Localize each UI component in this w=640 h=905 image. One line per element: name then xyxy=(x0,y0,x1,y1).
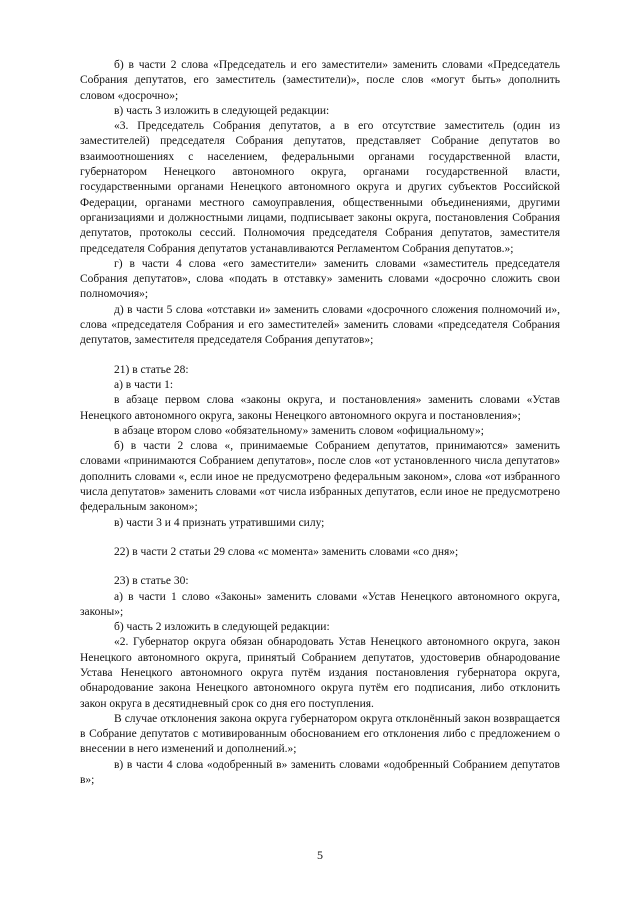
paragraph: «3. Председатель Собрания депутатов, а в его отсутствие заместитель (один из заместителей) председателя Собрания депутатов, представляет Собрание депутатов во взаимоотношениях с населением, федеральными органами государственной власти, губернатором Ненецкого автономного округа, органами государственной власти, государственными органами Ненецкого автономного округа и других субъектов Российской Федерации, органами местного самоуправления, общественными объединениями, другими организациями и должностными лицами, подписывает законы округа, постановления Собрания депутатов, протоколы сессий. Полномочия председателя Собрания депутатов, заместителя председателя Собрания депутатов устанавливаются Регламентом Собрания депутатов.»; xyxy=(80,120,560,255)
paragraph: в) части 3 и 4 признать утратившими силу; xyxy=(114,516,325,529)
paragraph: в) в части 4 слова «одобренный в» заменить словами «одобренный Собранием депутатов в»; xyxy=(80,758,560,787)
paragraph: б) в части 2 слова «, принимаемые Собранием депутатов, принимаются» заменить словами «принимаются Собранием депутатов», после слов «от установленного числа депутатов» дополнить словами «, если иное не предусмотрено федеральным законом», слова «от избранного числа депутатов» заменить словами «от числа избранных депутатов, если иное не предусмотрено федеральным законом»; xyxy=(80,440,560,514)
page-number: 5 xyxy=(317,848,323,862)
paragraph: а) в части 1: xyxy=(114,378,174,391)
section-gap xyxy=(80,531,560,545)
paragraph: г) в части 4 слова «его заместители» заменить словами «заместитель председателя Собрания депутатов», слова «подать в отставку» заменить словами «досрочно сложить свои полномочия»; xyxy=(80,257,560,301)
paragraph: в) часть 3 изложить в следующей редакции: xyxy=(114,104,330,117)
paragraph: в абзаце втором слово «обязательному» заменить словом «официальному»; xyxy=(114,424,484,437)
paragraph: «2. Губернатор округа обязан обнародовать Устав Ненецкого автономного округа, закон Ненецкого автономного округа, принятый Собранием депутатов, удостоверив обнародование Устава Ненецкого автономного округа путём издания постановления губернатора округа, обнародование закона Ненецкого автономного округа путём его подписания, либо отклонить закон округа в десятидневный срок со дня его поступления. xyxy=(80,636,560,710)
paragraph: В случае отклонения закона округа губернатором округа отклонённый закон возвращается в Собрание депутатов с мотивированным обоснованием его отклонения либо с предложением о внесении в него изменений и дополнений.»; xyxy=(80,712,560,756)
paragraph: д) в части 5 слова «отставки и» заменить словами «досрочного сложения полномочий и», слова «председателя Собрания и его заместителей» заменить словами «председателя Собрания депутатов, заместителя председателя Собрания депутатов»; xyxy=(80,303,560,347)
paragraph: 23) в статье 30: xyxy=(114,575,189,588)
section-gap xyxy=(80,560,560,574)
document-body xyxy=(80,58,560,788)
paragraph: а) в части 1 слово «Законы» заменить словами «Устав Ненецкого автономного округа, законы»; xyxy=(80,590,560,618)
paragraph: 22) в части 2 статьи 29 слова «с момента» заменить словами «со дня»; xyxy=(114,545,459,558)
paragraph: б) в части 2 слова «Председатель и его заместители» заменить словами «Председатель Собрания депутатов, его заместитель (заместители)», после слов «могут быть» дополнить словом «досрочно»; xyxy=(80,59,560,102)
paragraph: б) часть 2 изложить в следующей редакции: xyxy=(114,621,330,634)
paragraph: в абзаце первом слова «законы округа, и постановления» заменить словами «Устав Ненецкого автономного округа, законы Ненецкого автономного округа и постановления»; xyxy=(80,394,560,422)
section-gap xyxy=(80,349,560,363)
paragraph: 21) в статье 28: xyxy=(114,363,189,376)
